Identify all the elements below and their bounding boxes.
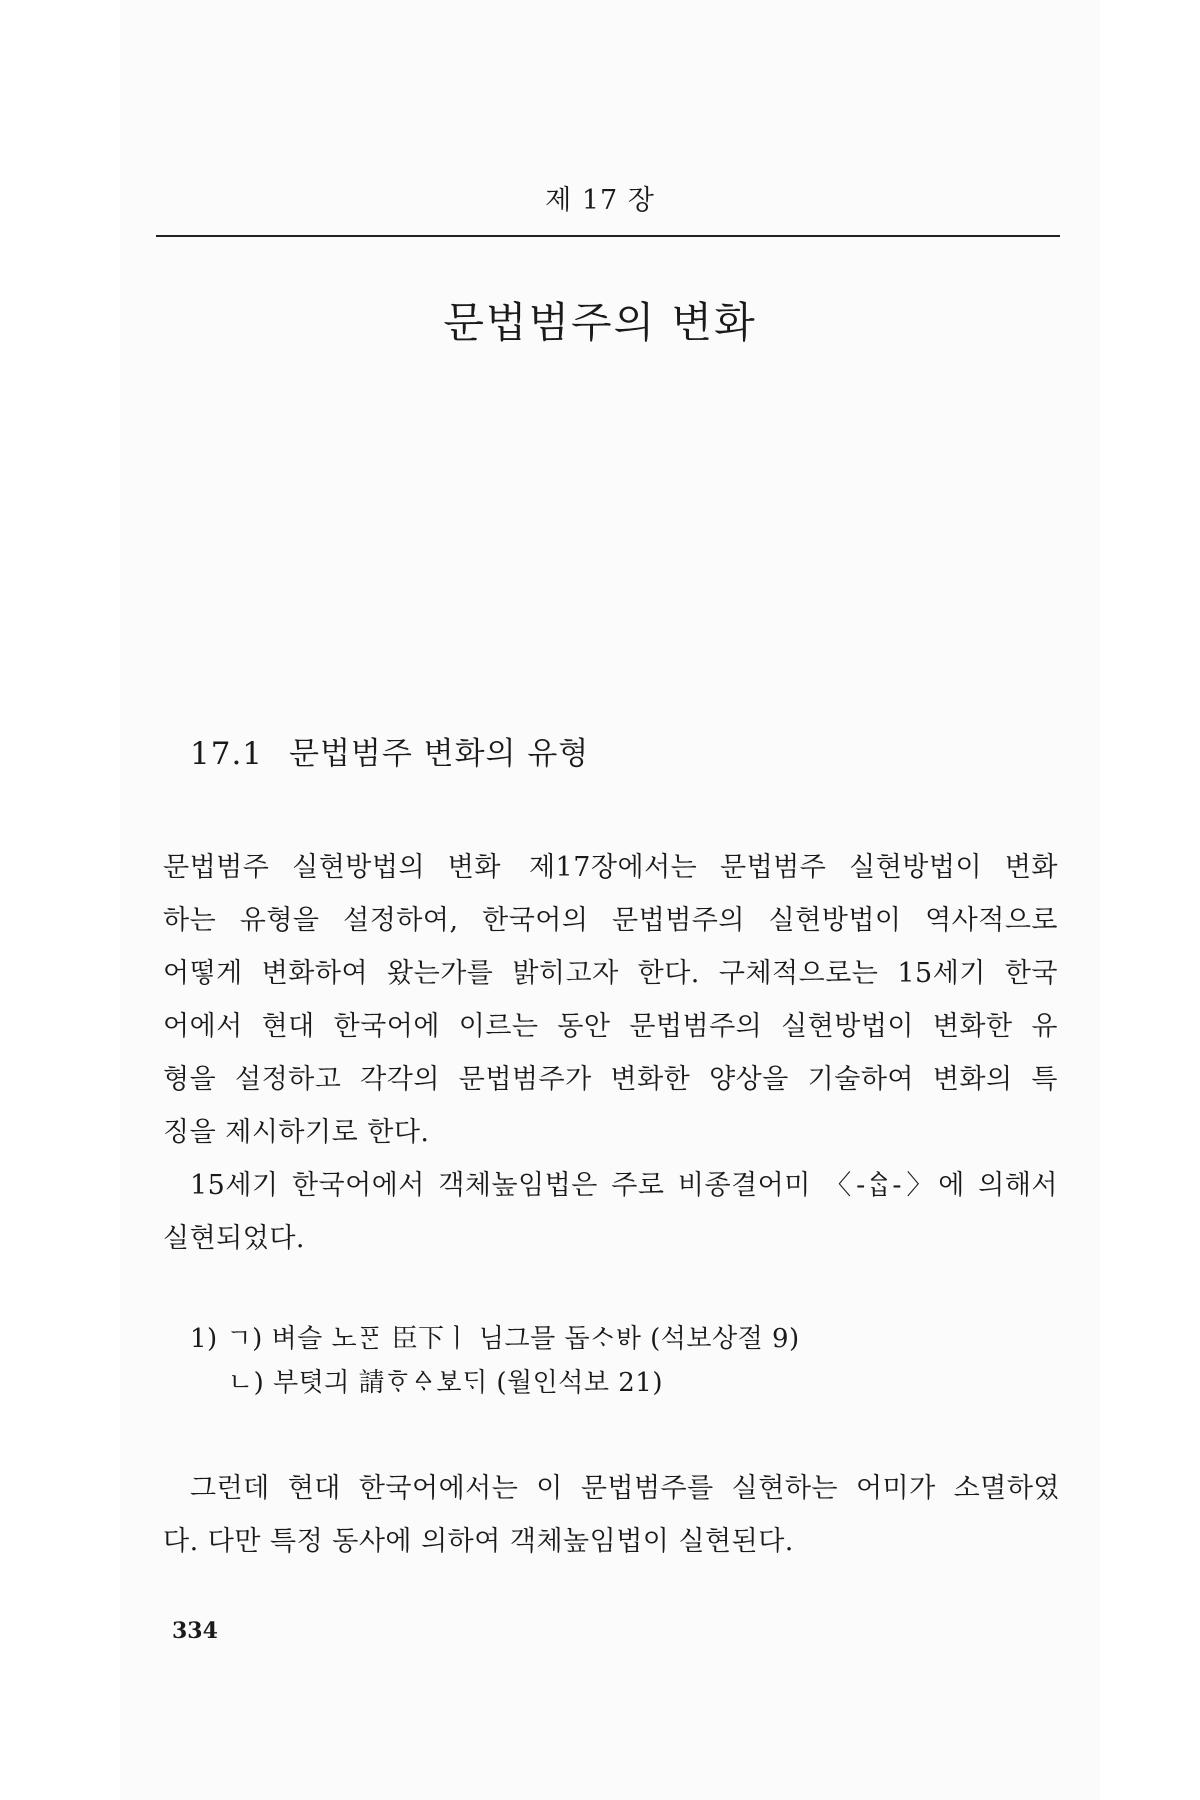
page-number: 334: [172, 1618, 218, 1644]
paragraph-line: 어에서 현대 한국어에 이르는 동안 문법범주의 실현방법이 변화한 유: [163, 1011, 1058, 1042]
section-number: 17.1: [190, 736, 264, 772]
paragraph-line: 15세기 한국어에서 객체높임법은 주로 비종결어미 〈-ᅀᆞᆸ-〉에 의해서: [190, 1170, 1058, 1201]
paragraph-line: [163, 845, 1058, 884]
section-title: 문법범주 변화의 유형: [289, 736, 590, 772]
header-rule: [156, 235, 1060, 237]
example-text: 벼슬 노ᄑᆞᆫ 臣下ㅣ 님그믈 돕ᄉᆞᄫᅡ: [271, 1324, 642, 1354]
paragraph-text: 제17장에서는 문법범주 실현방법이 변화: [528, 852, 1058, 883]
example-source: (월인석보 21): [496, 1368, 663, 1398]
example-source: (석보상절 9): [650, 1324, 800, 1354]
example-1b: [228, 1362, 663, 1399]
paragraph-line: 그런데 현대 한국어에서는 이 문법범주를 실현하는 어미가 소멸하였: [190, 1473, 1060, 1504]
lead-term: 문법범주 실현방법의 변화: [163, 852, 501, 883]
section-heading: [190, 728, 589, 773]
paragraph-line: 하는 유형을 설정하여, 한국어의 문법범주의 실현방법이 역사적으로: [163, 905, 1058, 936]
chapter-label: 제 17 장: [545, 185, 655, 216]
example-marker: ㄴ): [228, 1368, 265, 1398]
example-1a: [190, 1318, 800, 1355]
chapter-title: 문법범주의 변화: [443, 298, 757, 347]
example-text: 부텻긔 請ᄒᆞᅀᆞᄫᅩᄃᆡ: [273, 1368, 488, 1398]
example-number: 1): [190, 1324, 218, 1354]
paragraph-line: 징을 제시하기로 한다.: [163, 1117, 430, 1148]
paragraph-line: 어떻게 변화하여 왔는가를 밝히고자 한다. 구체적으로는 15세기 한국: [163, 958, 1058, 989]
paragraph-line: 다. 다만 특정 동사에 의하여 객체높임법이 실현된다.: [163, 1526, 794, 1557]
paragraph-line: 형을 설정하고 각각의 문법범주가 변화한 양상을 기술하여 변화의 특: [163, 1064, 1058, 1095]
paragraph-line: 실현되었다.: [163, 1223, 305, 1254]
example-marker: ㄱ): [226, 1324, 263, 1354]
